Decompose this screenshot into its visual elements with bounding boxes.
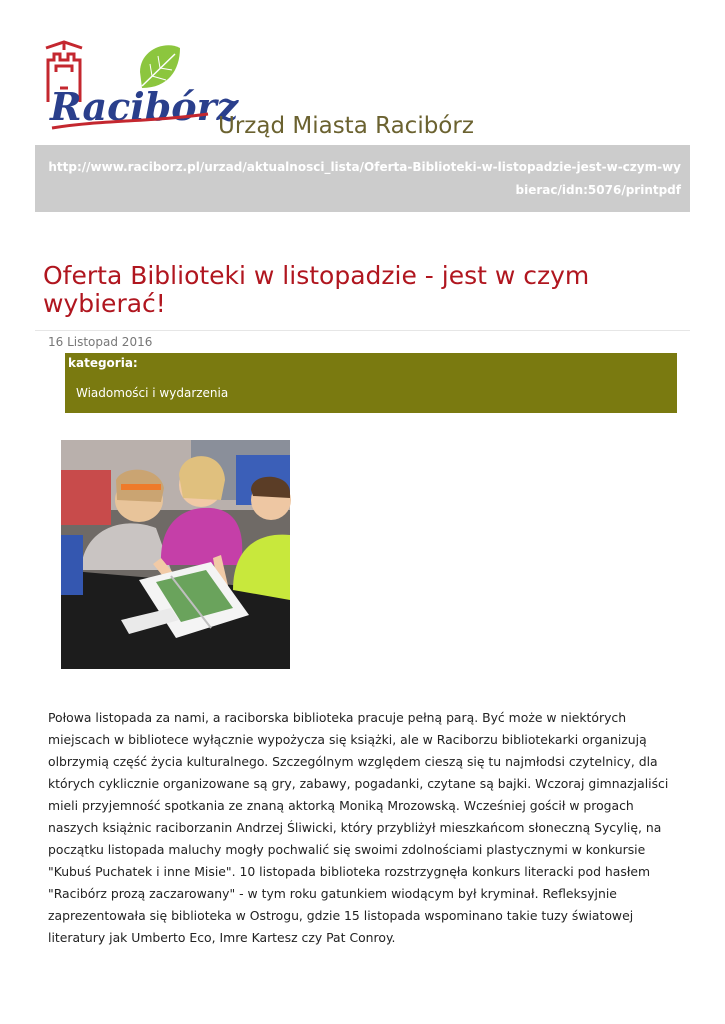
raciborz-logo[interactable] [40,40,239,135]
category-label: kategoria: [68,356,138,370]
article-title: Oferta Biblioteki w listopadzie - jest w czym wybierać! [43,261,590,318]
category-box [65,353,677,413]
page-url[interactable]: http://www.raciborz.pl/urzad/aktualnosci_lista/Oferta-Biblioteki-w-listopadzie-jest-w-czym-wybierac/idn:5076/printpdf [48,160,681,197]
publish-date: 16 Listopad 2016 [48,335,153,349]
category-value[interactable]: Wiadomości i wydarzenia [76,386,229,400]
article-body: Połowa listopada za nami, a raciborska biblioteka pracuje pełną parą. Być może w niektórych miejscach w bibliotece wyłącznie wypożycza się książki, ale w Raciborzu bibliotekarki organizują olbrzymią część życia kulturalnego. Szczególnym względem cieszą się tu najmłodsi czytelnicy, dla których cyklicznie organizowane są gry, zabawy, pogadanki, czytane są bajki. Wczoraj gimnazjaliści mieli przyjemność spotkania ze znaną aktorką Moniką Mrozowską. Wcześniej gościł w progach naszych książnic raciborzanin Andrzej Śliwicki, który przybliżył mieszkańcom słoneczną Sycylię, na początku listopada maluchy mogły pochwalić się swoimi zdolnościami plastycznymi w konkursie "Kubuś Puchatek i inne Misie". 10 listopada biblioteka rozstrzygnęła konkurs literacki pod hasłem "Racibórz prozą zaczarowany" - w tym roku gatunkiem wiodącym był kryminał. Refleksyjnie zaprezentowała się biblioteka w Ostrogu, gdzie 15 listopada wspominano takie tuzy światowej literatury jak Umberto Eco, Imre Kartesz czy Pat Conroy. [48,710,669,945]
print-url-bar [35,145,690,212]
logo-graphic [40,40,239,135]
site-title: Urząd Miasta Racibórz [218,113,474,139]
title-divider [35,330,690,331]
photo-illustration [61,440,290,669]
article-photo [61,440,290,669]
svg-text:Racibórz: Racibórz [50,84,239,129]
